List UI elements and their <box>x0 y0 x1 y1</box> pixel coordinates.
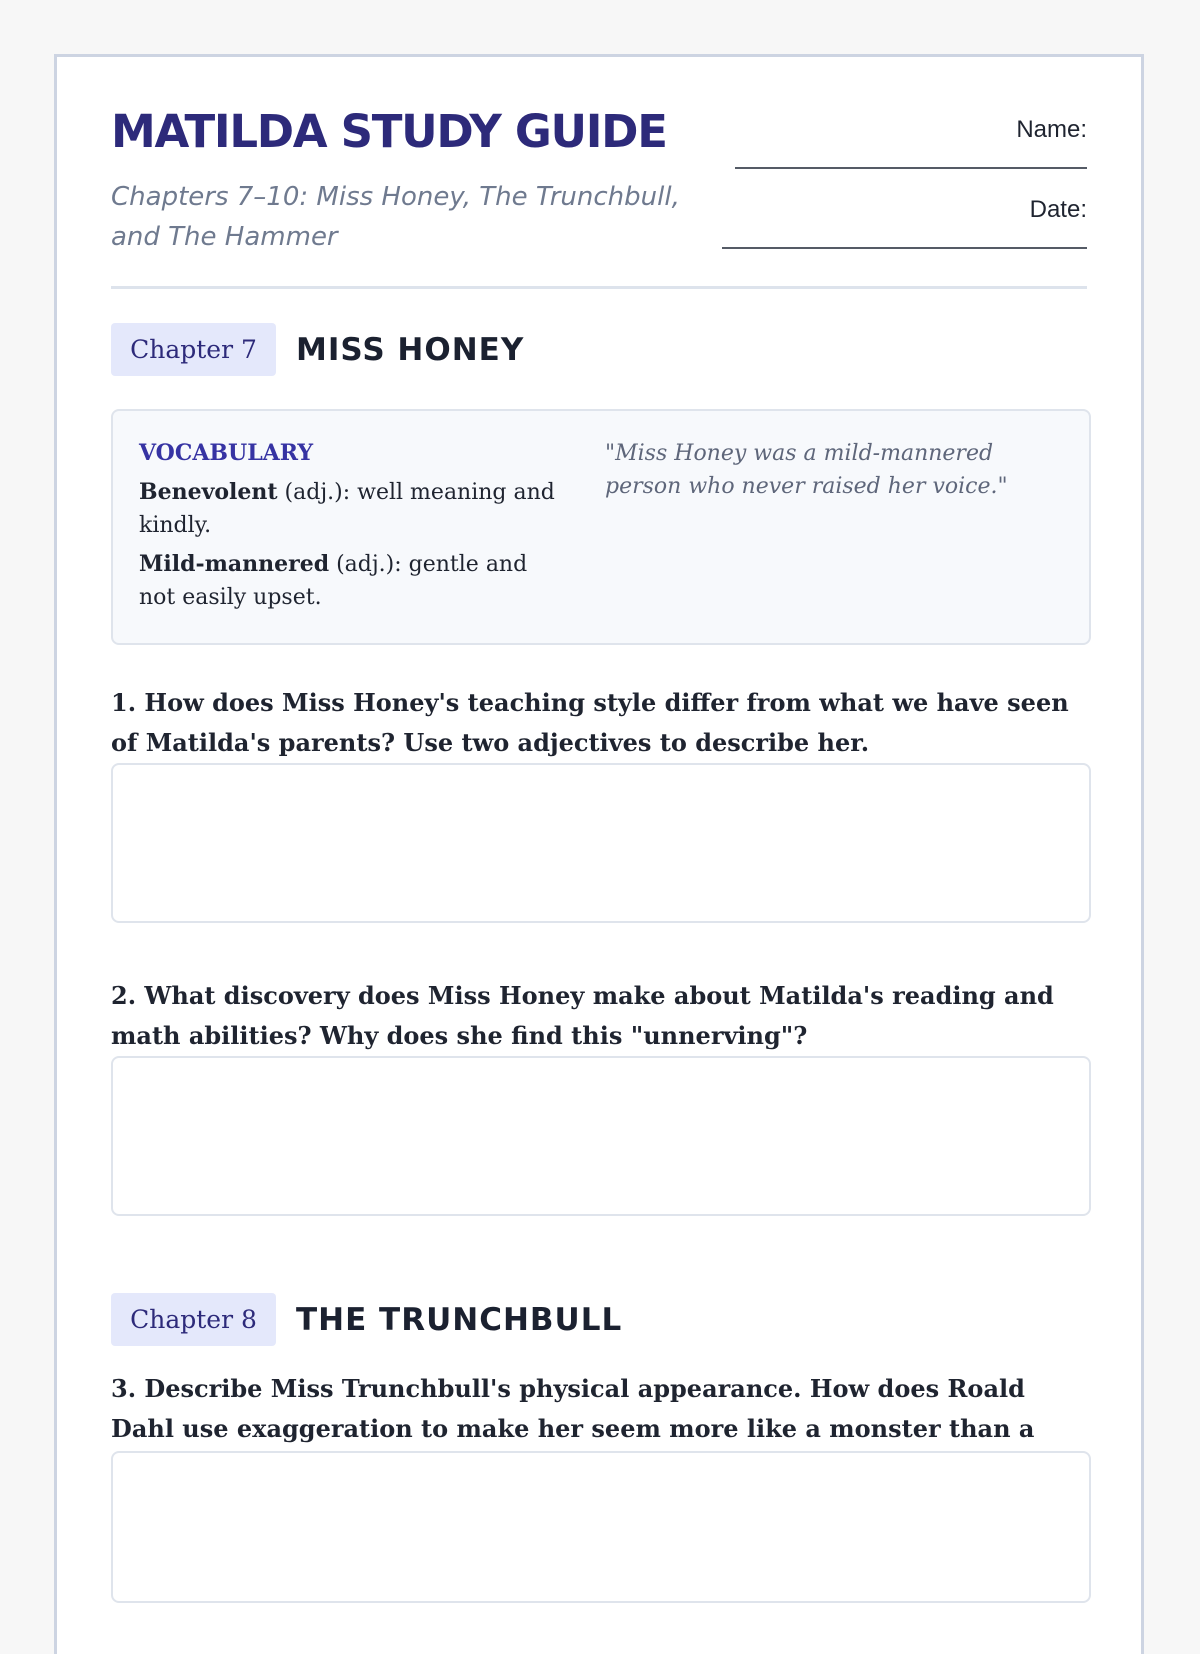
question-1: 1. How does Miss Honey's teaching style differ from what we have seen of Matilda's parents? Use two adjectives to describe her. <box>111 688 1069 757</box>
chapter-7-title: MISS HONEY <box>296 331 525 368</box>
answer-box-1[interactable] <box>111 763 1091 923</box>
answer-box-3[interactable] <box>111 1451 1091 1603</box>
vocabulary-list <box>139 437 569 620</box>
worksheet-header <box>111 57 1087 289</box>
vocabulary-definition: (adj.): well meaning and kindly. <box>139 480 555 538</box>
question-3: 3. Describe Miss Trunchbull's physical appearance. How does Roald Dahl use exaggeration to make her seem more like a monster than a <box>111 1374 1035 1443</box>
study-guide-page <box>54 54 1144 1654</box>
name-label: Name: <box>1016 116 1087 143</box>
chapter-7-badge: Chapter 7 <box>111 323 276 376</box>
name-line[interactable] <box>735 167 1087 169</box>
chapter-quote: "Miss Honey was a mild-mannered person who never raised her voice." <box>605 441 1008 499</box>
date-line[interactable] <box>722 247 1087 249</box>
vocabulary-item <box>139 476 569 542</box>
vocabulary-heading: VOCABULARY <box>139 440 314 466</box>
question-2: 2. What discovery does Miss Honey make about Matilda's reading and math abilities? Why does she find this "unnerving"? <box>111 981 1054 1050</box>
page-subtitle: Chapters 7–10: Miss Honey, The Trunchbull, and The Hammer <box>111 182 680 252</box>
chapter-8-title: THE TRUNCHBULL <box>296 1301 623 1338</box>
chapter-7-heading <box>111 323 524 376</box>
chapter-8-heading <box>111 1293 622 1346</box>
vocabulary-definition: (adj.): gentle and not easily upset. <box>139 552 528 610</box>
vocabulary-box <box>111 409 1091 645</box>
answer-box-2[interactable] <box>111 1056 1091 1216</box>
date-label: Date: <box>1029 196 1087 223</box>
vocabulary-term: Benevolent <box>139 479 278 505</box>
page-title: MATILDA STUDY GUIDE <box>111 105 667 158</box>
vocabulary-item <box>139 548 569 614</box>
vocabulary-term: Mild-mannered <box>139 551 330 577</box>
chapter-8-badge: Chapter 8 <box>111 1293 276 1346</box>
